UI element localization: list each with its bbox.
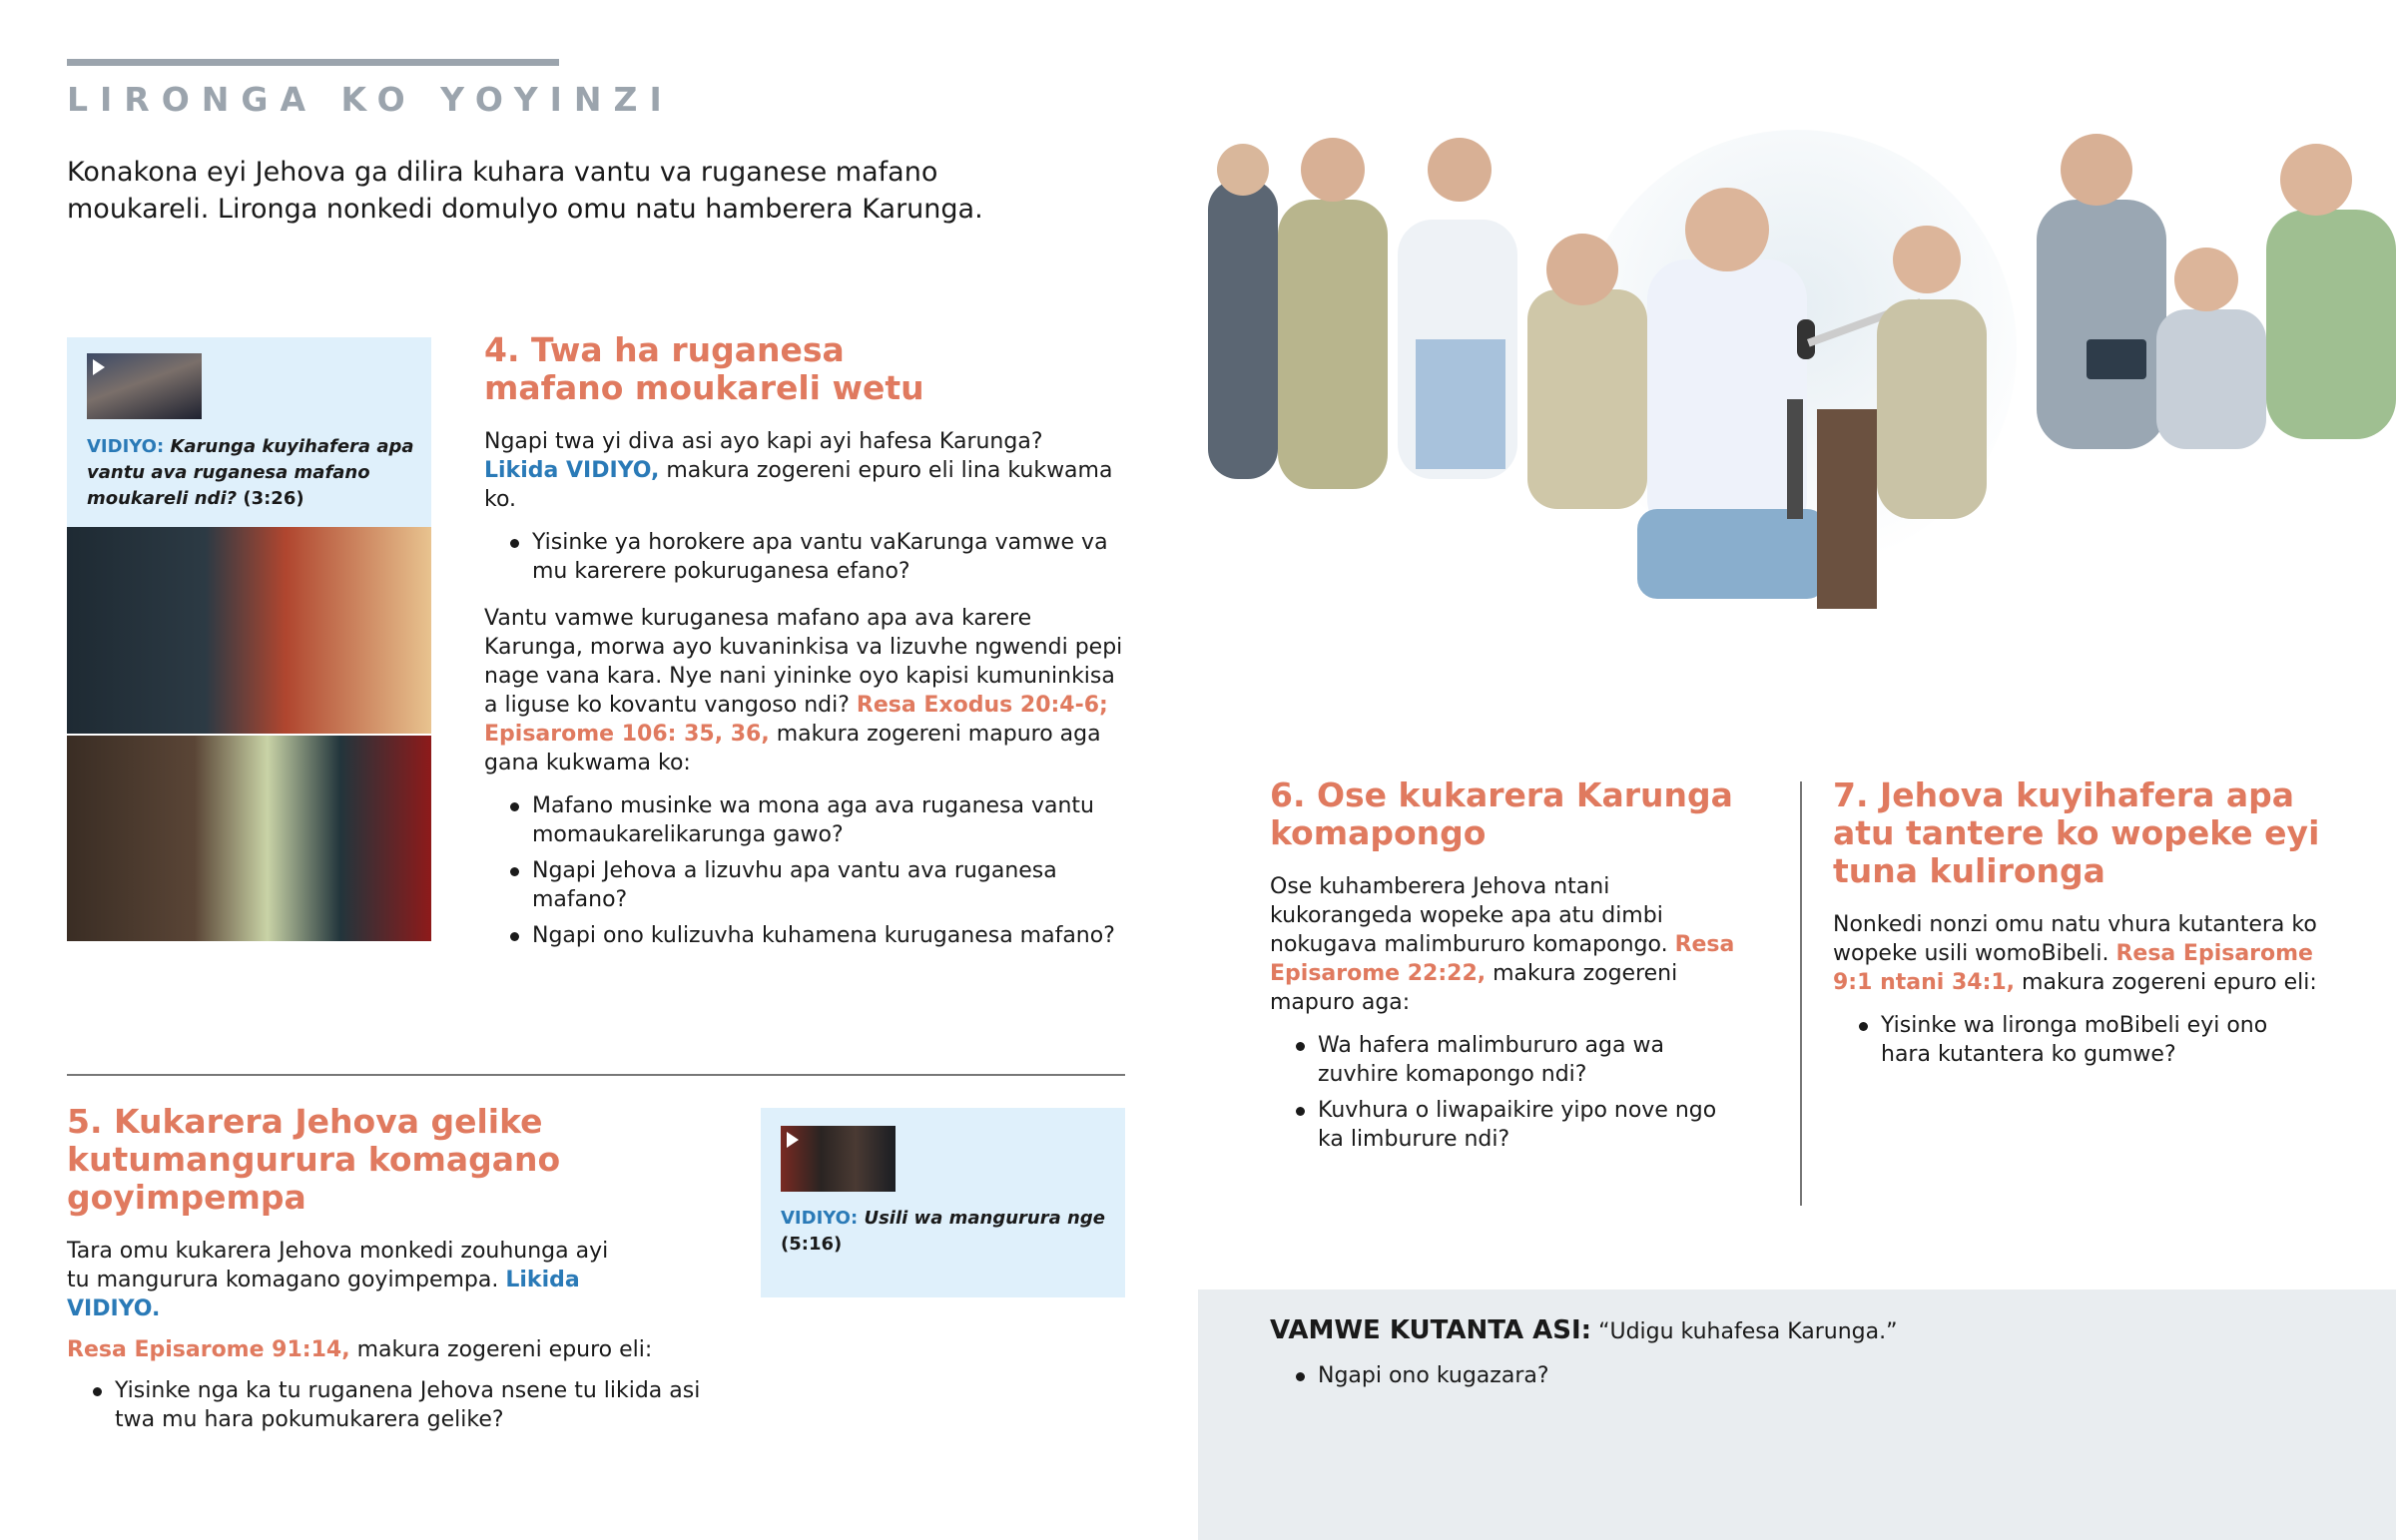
scripture-ref: Resa Episarome 91:14,: [67, 1337, 350, 1362]
video-link[interactable]: Likida VIDIYO.: [67, 1268, 580, 1321]
section-4-heading: 4. Twa ha ruganesa mafano moukareli wetu: [484, 330, 924, 407]
video-title: Karunga kuyihafera apa vantu ava ruganesa mafano moukareli ndi?: [87, 436, 414, 509]
section-7: [1833, 776, 2322, 1076]
section-6: [1270, 776, 1749, 1161]
section-5-paragraph-2: Resa Episarome 91:14, makura zogereni epuro eli:: [67, 1337, 653, 1362]
section-4-questions-1: [484, 528, 1123, 586]
scripture-ref: Resa Episarome 22:22,: [1270, 932, 1735, 986]
video-label: VIDIYO:: [87, 436, 165, 457]
list-item: Yisinke nga ka tu ruganena Jehova nsene tu likida asi twa mu hara pokumukarera gelike?: [67, 1376, 716, 1434]
list-item: Mafano musinke wa mona aga ava ruganesa vantu momaukarelikarunga gawo?: [484, 791, 1123, 849]
video-box-2[interactable]: [761, 1108, 1125, 1297]
list-item: Ngapi ono kulizuvha kuhamena kuruganesa mafano?: [484, 921, 1123, 950]
video-caption: [87, 434, 416, 512]
header-rule: [67, 59, 559, 66]
section-7-paragraph: Nonkedi nonzi omu natu vhura kutantera ko wopeke usili womoBibeli. Resa Episarome 9:1 ntani 34:1, makura zogereni epuro eli:: [1833, 912, 2317, 995]
video-duration: (3:26): [243, 488, 304, 509]
illustration-man-candles-image: [67, 736, 431, 941]
divider: [67, 1074, 1125, 1076]
section-5: [67, 1103, 716, 1441]
objection-label: VAMWE KUTANTA ASI:: [1270, 1315, 1592, 1345]
section-5-heading: 5. Kukarera Jehova gelike kutumangurura komagano goyimpempa: [67, 1102, 561, 1217]
objection-questions: [1270, 1361, 2168, 1397]
section-6-paragraph: Ose kuhamberera Jehova ntani kukorangeda wopeke apa atu dimbi nokugava malimbururo komapongo. Resa Episarome 22:22, makura zogereni mapuro aga:: [1270, 874, 1735, 1015]
video-title: Usili wa mangurura nge: [864, 1208, 1105, 1229]
illustration-congregation-image: [1198, 110, 2396, 699]
play-icon: [93, 359, 105, 375]
section-6-heading: 6. Ose kukarera Karunga komapongo: [1270, 775, 1733, 852]
section-5-questions: [67, 1376, 716, 1434]
illustration-congregation-svg: [1198, 110, 2396, 699]
video-thumbnail[interactable]: [87, 353, 202, 419]
video-box-1[interactable]: [67, 337, 431, 527]
list-item: Ngapi Jehova a lizuvhu apa vantu ava ruganesa mafano?: [484, 856, 1123, 914]
section-4-paragraph-1: Ngapi twa yi diva asi ayo kapi ayi hafesa Karunga? Likida VIDIYO, makura zogereni epuro eli lina kukwama ko.: [484, 429, 1113, 512]
section-4-paragraph-2: Vantu vamwe kuruganesa mafano apa ava karere Karunga, morwa ayo kuvaninkisa va lizuvhe ngwendi pepi nage vana kara. Nye nani yininke oyo kapisi kumuninkisa a liguse ko kovantu vangoso ndi? Resa Exodus 20:4-6; Episarome 106: 35, 36, makura zogereni mapuro aga gana kukwama ko:: [484, 606, 1123, 775]
list-item: Wa hafera malimbururo aga wa zuvhire komapongo ndi?: [1270, 1031, 1749, 1089]
video-label: VIDIYO:: [781, 1208, 859, 1229]
objection-line: [1270, 1315, 1897, 1347]
section-7-questions: [1833, 1011, 2322, 1069]
scripture-ref: Resa Episarome 9:1 ntani 34:1,: [1833, 941, 2313, 995]
section-5-paragraph-1: Tara omu kukarera Jehova monkedi zouhunga ayi tu mangurura komagano goyimpempa. Likida VIDIYO.: [67, 1239, 609, 1321]
list-item: Yisinke wa lironga moBibeli eyi ono hara kutantera ko gumwe?: [1833, 1011, 2322, 1069]
scripture-ref: Resa Exodus 20:4-6; Episarome 106: 35, 36,: [484, 693, 1108, 747]
illustration-person-praying-image: [67, 527, 431, 734]
list-item: Kuvhura o liwapaikire yipo nove ngo ka limburure ndi?: [1270, 1096, 1749, 1154]
page-title: LIRONGA KO YOYINZI: [67, 80, 674, 119]
video-duration: (5:16): [781, 1234, 843, 1255]
play-icon: [787, 1132, 799, 1148]
video-thumbnail[interactable]: [781, 1126, 896, 1192]
video-caption: [781, 1206, 1110, 1258]
video-link[interactable]: Likida VIDIYO,: [484, 458, 660, 483]
section-6-questions: [1270, 1031, 1749, 1154]
list-item: Yisinke ya horokere apa vantu vaKarunga vamwe va mu karerere pokuruganesa efano?: [484, 528, 1123, 586]
list-item: Ngapi ono kugazara?: [1270, 1361, 2168, 1390]
section-4: [484, 331, 1123, 957]
objection-box: [1198, 1289, 2396, 1540]
objection-quote: “Udigu kuhafesa Karunga.”: [1598, 1319, 1898, 1344]
section-4-questions-2: [484, 791, 1123, 950]
section-7-heading: 7. Jehova kuyihafera apa atu tantere ko wopeke eyi tuna kulironga: [1833, 775, 2320, 890]
intro-text: Konakona eyi Jehova ga dilira kuhara vantu va ruganese mafano moukareli. Lironga nonkedi domulyo omu natu hamberera Karunga.: [67, 157, 983, 225]
column-divider: [1800, 781, 1802, 1206]
